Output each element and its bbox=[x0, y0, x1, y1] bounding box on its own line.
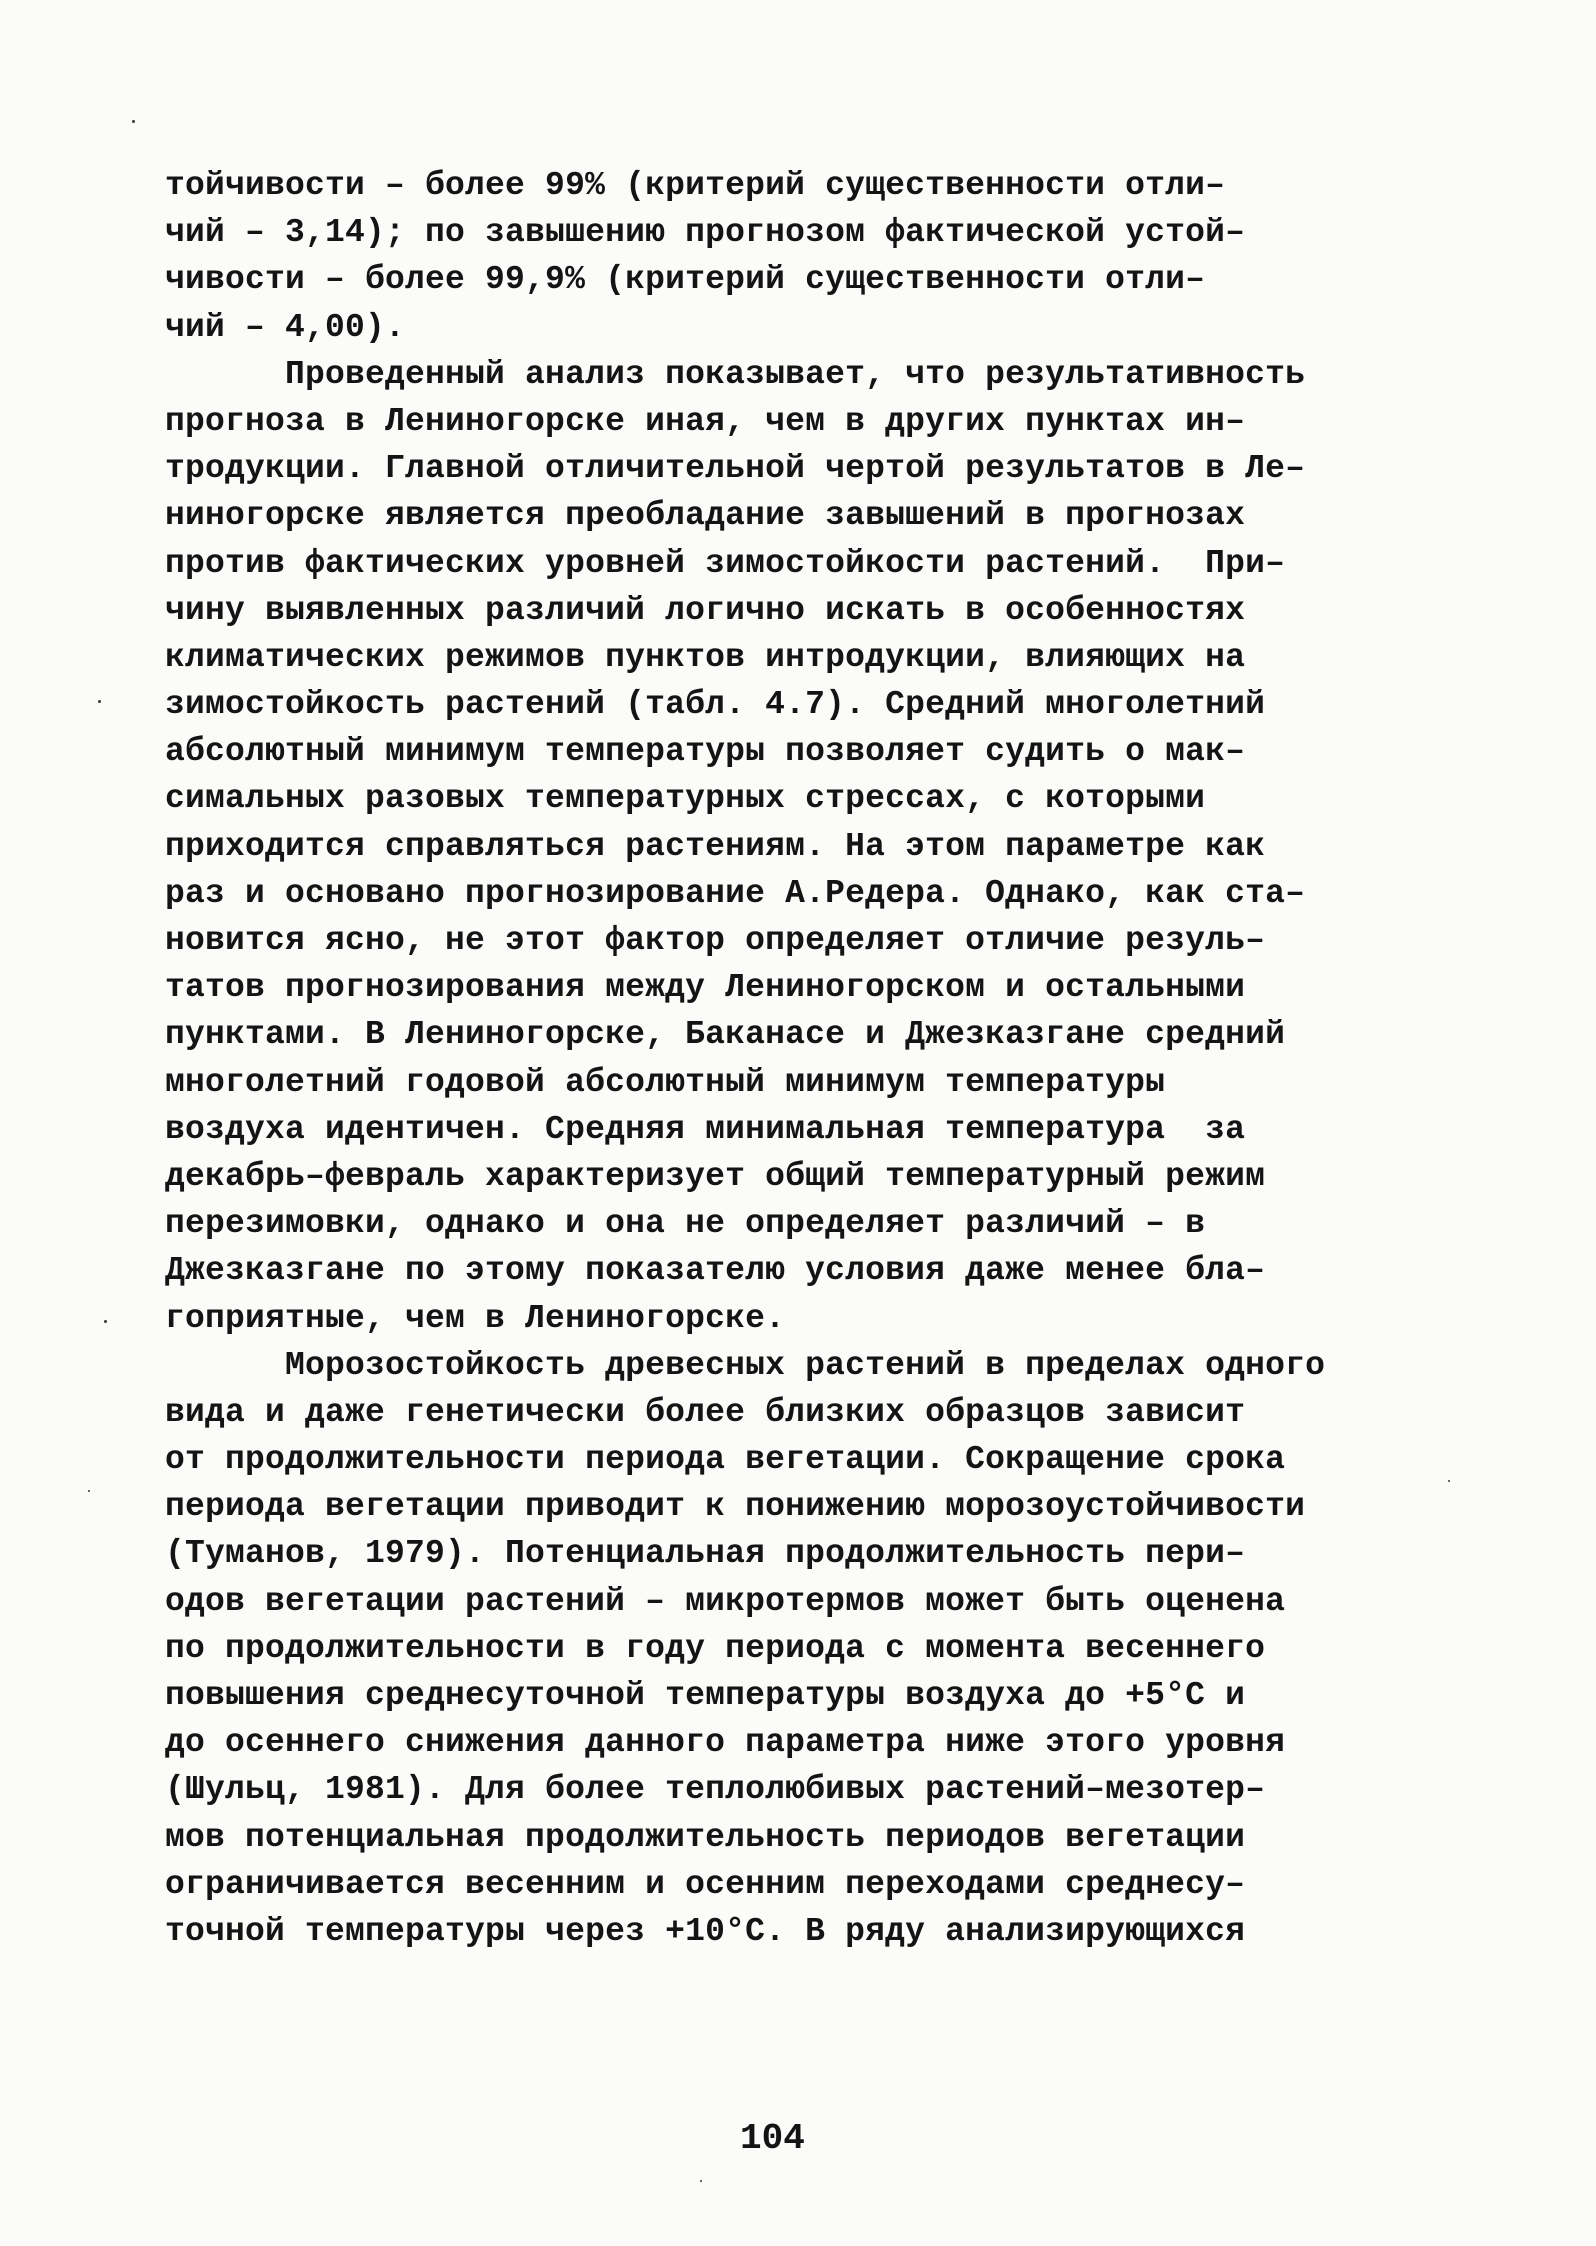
text-line: против фактических уровней зимостойкости растений. При– bbox=[165, 544, 1286, 582]
text-line: от продолжительности периода вегетации. Сокращение срока bbox=[165, 1441, 1286, 1479]
text-line: симальных разовых температурных стрессах, с которыми bbox=[165, 780, 1206, 818]
text-line: зимостойкость растений (табл. 4.7). Средний многолетний bbox=[165, 686, 1266, 724]
text-line: многолетний годовой абсолютный минимум температуры bbox=[165, 1063, 1166, 1101]
text-line: чий – 3,14); по завышению прогнозом фактической устой– bbox=[165, 214, 1246, 252]
text-line: Проведенный анализ показывает, что результативность bbox=[165, 355, 1306, 393]
text-line: новится ясно, не этот фактор определяет отличие резуль– bbox=[165, 922, 1266, 959]
page-number: 104 bbox=[740, 2118, 805, 2159]
text-line: Морозостойкость древесных растений в пределах одного bbox=[165, 1346, 1326, 1384]
text-line: мов потенциальная продолжительность периодов вегетации bbox=[165, 1818, 1246, 1856]
text-line: перезимовки, однако и она не определяет различий – в bbox=[165, 1205, 1206, 1243]
text-line: ограничивается весенним и осенним переходами среднесу– bbox=[165, 1865, 1246, 1903]
text-line: тродукции. Главной отличительной чертой результатов в Ле– bbox=[165, 450, 1306, 488]
text-line: одов вегетации растений – микротермов может быть оценена bbox=[165, 1582, 1286, 1620]
text-line: повышения среднесуточной температуры воздуха до +5°С и bbox=[165, 1677, 1246, 1714]
scan-speck bbox=[88, 1490, 90, 1492]
text-line: приходится справляться растениям. На этом параметре как bbox=[165, 827, 1266, 865]
text-line: тойчивости – более 99% (критерий существенности отли– bbox=[165, 167, 1226, 204]
text-line: декабрь–февраль характеризует общий температурный режим bbox=[165, 1157, 1266, 1195]
text-line: чину выявленных различий логично искать в особенностях bbox=[165, 591, 1246, 629]
text-line: пунктами. В Лениногорске, Баканасе и Джезказгане средний bbox=[165, 1016, 1286, 1054]
scan-speck bbox=[700, 2180, 702, 2182]
scan-speck bbox=[98, 700, 101, 703]
text-line: периода вегетации приводит к понижению морозоустойчивости bbox=[165, 1488, 1306, 1526]
text-line: татов прогнозирования между Лениногорском и остальными bbox=[165, 969, 1246, 1007]
text-line: гоприятные, чем в Лениногорске. bbox=[165, 1299, 786, 1337]
body-text bbox=[165, 162, 1465, 1955]
text-line: абсолютный минимум температуры позволяет судить о мак– bbox=[165, 733, 1246, 771]
text-line: чивости – более 99,9% (критерий существенности отли– bbox=[165, 261, 1206, 299]
text-line: климатических режимов пунктов интродукции, влияющих на bbox=[165, 638, 1246, 676]
text-line: раз и основано прогнозирование А.Редера. Однако, как ста– bbox=[165, 874, 1306, 912]
text-line: вида и даже генетически более близких образцов зависит bbox=[165, 1393, 1246, 1431]
text-line: до осеннего снижения данного параметра ниже этого уровня bbox=[165, 1724, 1286, 1762]
text-line: точной температуры через +10°С. В ряду анализирующихся bbox=[165, 1912, 1246, 1950]
text-line: (Туманов, 1979). Потенциальная продолжительность пери– bbox=[165, 1535, 1246, 1573]
scan-speck bbox=[104, 1320, 107, 1323]
scan-speck bbox=[132, 120, 135, 123]
text-line: по продолжительности в году периода с момента весеннего bbox=[165, 1629, 1266, 1667]
text-line: чий – 4,00). bbox=[165, 308, 406, 346]
text-line: воздуха идентичен. Средняя минимальная температура за bbox=[165, 1110, 1246, 1148]
scan-speck bbox=[1448, 1480, 1450, 1482]
text-line: прогноза в Лениногорске иная, чем в других пунктах ин– bbox=[165, 402, 1246, 440]
text-line: (Шульц, 1981). Для более теплолюбивых растений–мезотер– bbox=[165, 1771, 1266, 1809]
text-line: Джезказгане по этому показателю условия даже менее бла– bbox=[165, 1252, 1266, 1290]
text-line: ниногорске является преобладание завышений в прогнозах bbox=[165, 497, 1246, 535]
